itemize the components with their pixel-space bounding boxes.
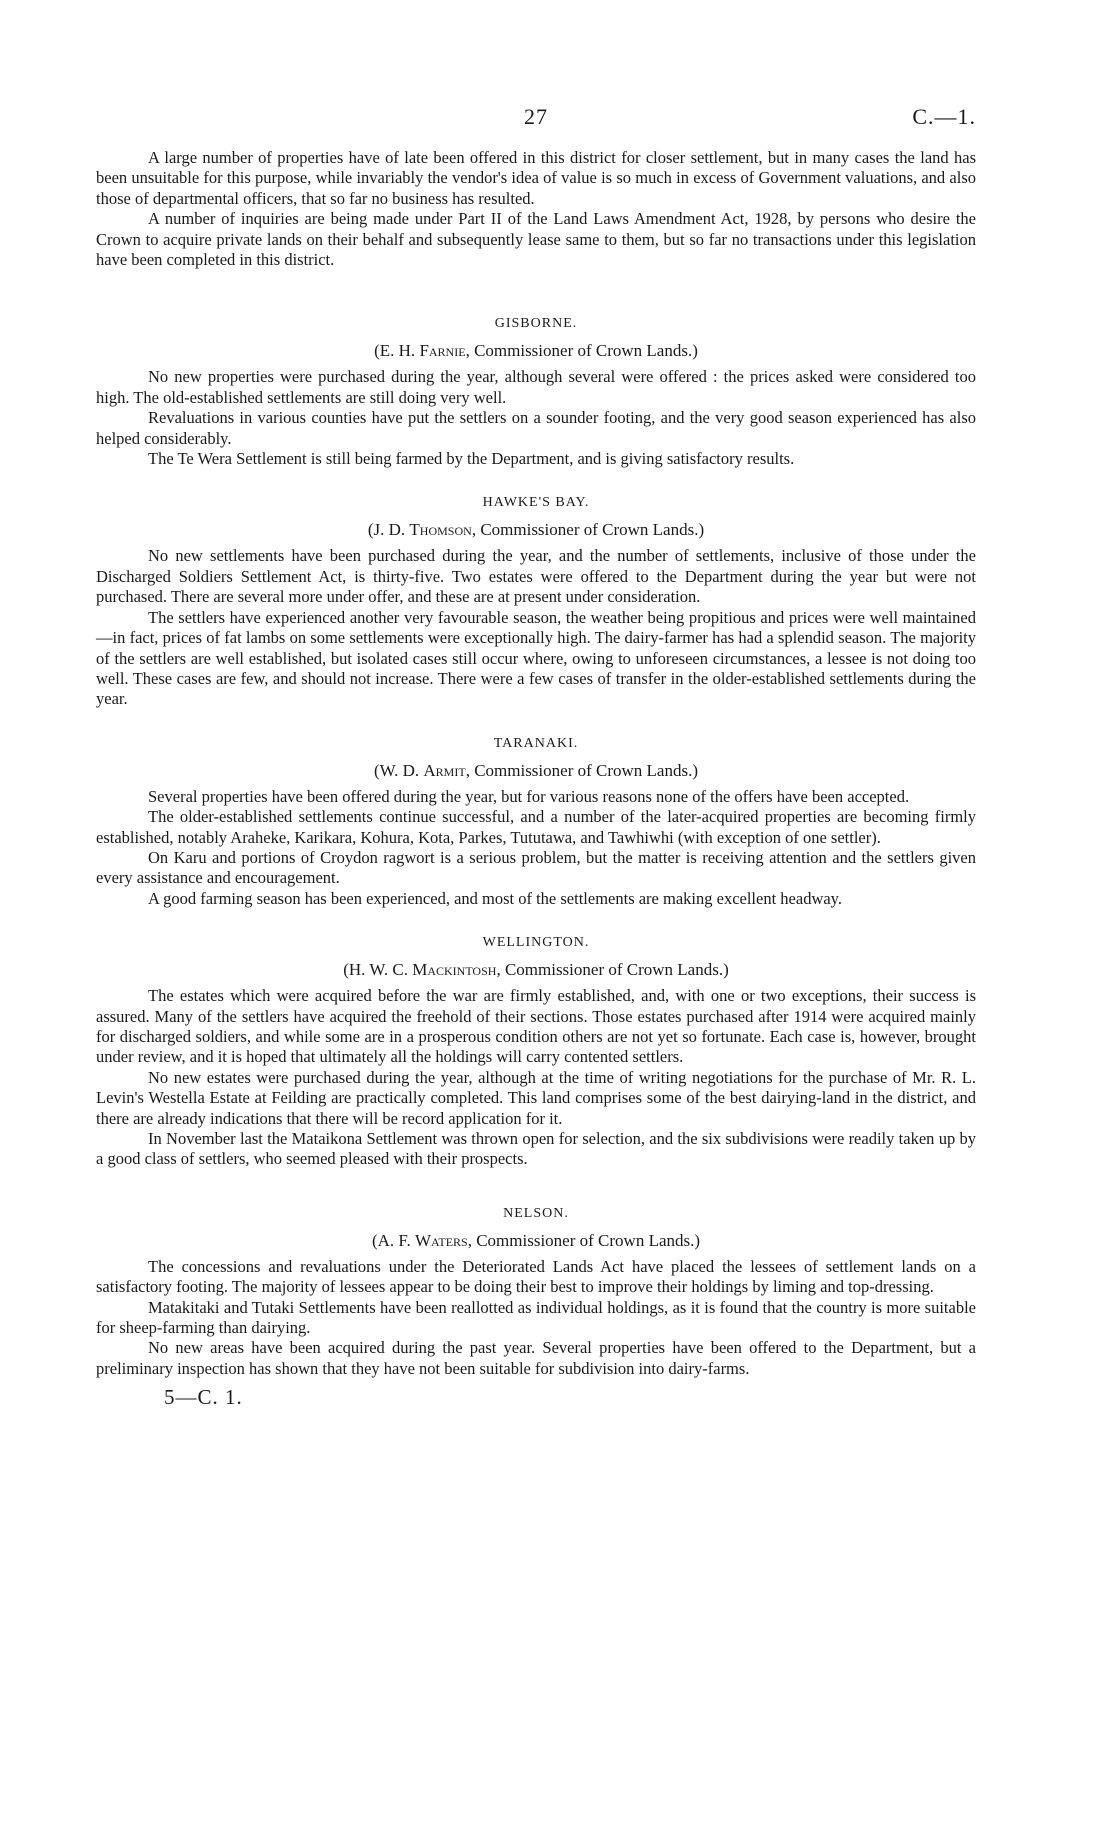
intro-section <box>96 148 976 270</box>
commissioner-line <box>96 1231 976 1251</box>
paragraph: Revaluations in various counties have put the settlers on a sounder footing, and the very good season experienced has also helped considerably. <box>96 408 976 448</box>
commissioner-open: (J. D. <box>367 520 410 540</box>
commissioner-open: (E. H. <box>374 341 420 361</box>
commissioner-line <box>96 520 976 540</box>
section-hawkes-bay <box>96 495 976 709</box>
commissioner-name: Farnie <box>419 341 466 361</box>
section-gisborne <box>96 316 976 469</box>
commissioner-name: Thomson <box>409 520 472 540</box>
page-number: 27 <box>524 104 548 129</box>
section-wellington <box>96 935 976 1170</box>
commissioner-rest: , Commissioner of Crown Lands.) <box>465 760 699 780</box>
commissioner-name: Mackintosh <box>412 960 497 980</box>
paragraph: A large number of properties have of late been offered in this district for closer settlement, but in many cases the land has been unsuitable for this purpose, while invariably the vendor's idea of value is so much in excess of Government valuations, and also those of departmental officers, that so far no business has resulted. <box>96 148 976 208</box>
section-title: HAWKE'S BAY. <box>482 495 590 511</box>
paragraph: On Karu and portions of Croydon ragwort is a serious problem, but the matter is receiving attention and the settlers given every assistance and encouragement. <box>96 847 976 888</box>
commissioner-name: Waters <box>414 1230 468 1250</box>
document-code: C.—1. <box>912 104 976 129</box>
section-title: WELLINGTON. <box>482 935 590 951</box>
paragraph: A good farming season has been experienced, and most of the settlements are making excellent headway. <box>148 888 842 908</box>
commissioner-rest: , Commissioner of Crown Lands.) <box>465 341 698 361</box>
commissioner-open: (W. D. <box>373 760 424 780</box>
commissioner-rest: , Commissioner of Crown Lands.) <box>471 520 705 540</box>
section-title: NELSON. <box>503 1205 569 1221</box>
section-nelson <box>96 1206 976 1379</box>
paragraph: No new areas have been acquired during the past year. Several properties have been offered to the Department, but a preliminary inspection has shown that they have not been suitable for subdivision into dairy-farms. <box>96 1338 976 1378</box>
commissioner-name: Armit <box>423 760 466 780</box>
paragraph: The Te Wera Settlement is still being farmed by the Department, and is giving satisfactory results. <box>148 449 795 469</box>
commissioner-line <box>96 761 976 781</box>
paragraph: The estates which were acquired before the war are firmly established, and, with one or two exceptions, their success is assured. Many of the settlers have acquired the freehold of their sections. Those estates purchased after 1914 were acquired mainly for discharged soldiers, and while some are in a prosperous condition others are not yet so fortunate. Each case is, however, brought under review, and it is hoped that ultimately all the holdings will carry contented settlers. <box>96 986 976 1067</box>
commissioner-rest: , Commissioner of Crown Lands.) <box>496 960 729 980</box>
section-taranaki <box>96 736 976 909</box>
commissioner-open: (A. F. <box>371 1230 415 1250</box>
paragraph: No new estates were purchased during the year, although at the time of writing negotiations for the purchase of Mr. R. L. Levin's Westella Estate at Feilding are practically completed. This land comprises some of the best dairying-land in the district, and there are already indications that there will be record application for it. <box>96 1067 976 1128</box>
paragraph: Matakitaki and Tutaki Settlements have been reallotted as individual holdings, as it is found that the country is more suitable for sheep-farming than dairying. <box>96 1297 976 1338</box>
document-page <box>96 104 976 1410</box>
signature-mark: 5—C. 1. <box>164 1385 243 1410</box>
paragraph: A number of inquiries are being made under Part II of the Land Laws Amendment Act, 1928, by persons who desire the Crown to acquire private lands on their behalf and subsequently lease same to them, but so far no transactions under this legislation have been completed in this district. <box>96 209 976 270</box>
commissioner-open: (H. W. C. <box>343 960 413 980</box>
paragraph: In November last the Mataikona Settlement was thrown open for selection, and the six subdivisions were readily taken up by a good class of settlers, who seemed pleased with their prospects. <box>96 1129 976 1169</box>
commissioner-line <box>96 341 976 361</box>
paragraph: The concessions and revaluations under the Deteriorated Lands Act have placed the lessees of settlement lands on a satisfactory footing. The majority of lessees appear to be doing their best to improve their holdings by liming and top-dressing. <box>96 1256 976 1297</box>
section-title: GISBORNE. <box>494 316 578 332</box>
paragraph: No new properties were purchased during the year, although several were offered : the prices asked were considered too high. The old-established settlements are still doing very well. <box>96 367 976 407</box>
section-title: TARANAKI. <box>493 735 579 751</box>
paragraph: No new settlements have been purchased during the year, and the number of settlements, inclusive of those under the Discharged Soldiers Settlement Act, is thirty-five. Two estates were offered to the Department during the year but were not purchased. There are several more under offer, and these are at present under consideration. <box>96 546 976 607</box>
commissioner-rest: , Commissioner of Crown Lands.) <box>467 1230 701 1250</box>
page-header <box>96 104 976 148</box>
paragraph: Several properties have been offered during the year, but for various reasons none of the offers have been accepted. <box>148 786 910 806</box>
commissioner-line <box>96 960 976 980</box>
paragraph: The settlers have experienced another very favourable season, the weather being propitious and prices were well maintained—in fact, prices of fat lambs on some settlements were exceptionally high. The dairy-farmer has had a splendid season. The majority of the settlers are well established, but isolated cases still occur where, owing to unforeseen circumstances, a lessee is not doing too well. These cases are few, and should not increase. There were a few cases of transfer in the older-established settlements during the year. <box>96 607 976 709</box>
paragraph: The older-established settlements continue successful, and a number of the later-acquired properties are becoming firmly established, notably Araheke, Karikara, Kohura, Kota, Parkes, Tututawa, and Tawhiwhi (with exception of one settler). <box>96 807 976 847</box>
